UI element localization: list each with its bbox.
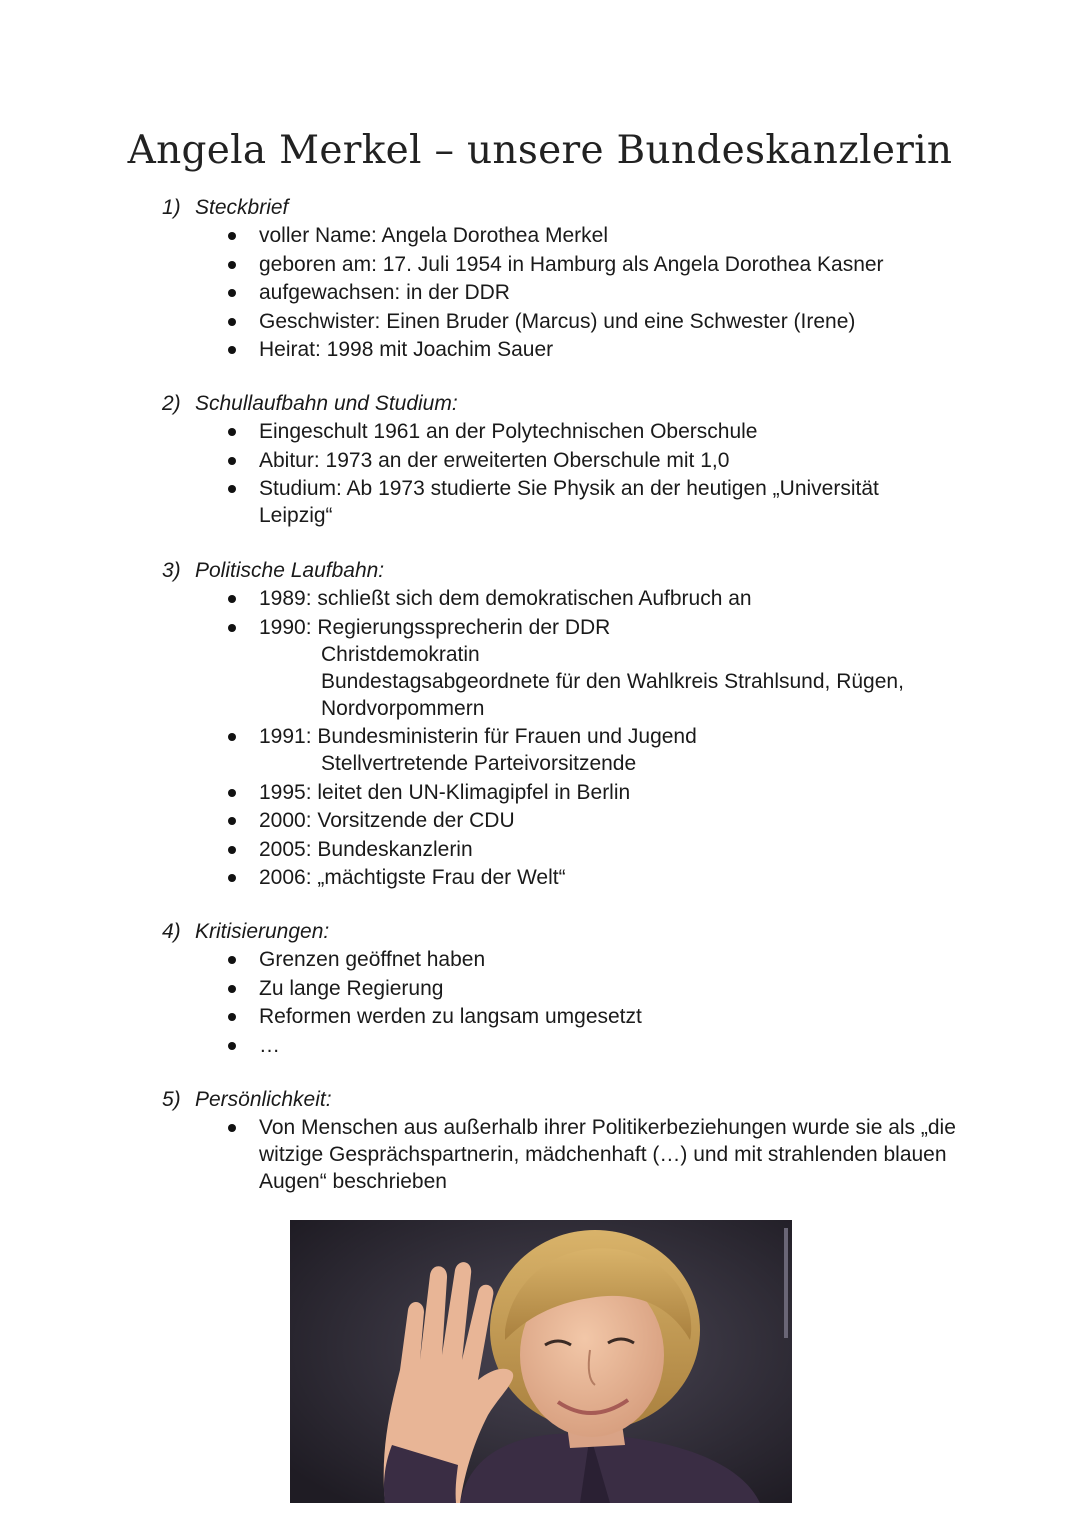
section-heading bbox=[162, 389, 962, 418]
list-item bbox=[162, 585, 962, 612]
portrait-photo bbox=[290, 1220, 792, 1503]
list-item: Von Menschen aus außerhalb ihrer Politikerbeziehungen wurde sie als „die witzige Gesprächspartnerin, mädchenhaft (…) und mit strahlenden blauen Augen“ beschrieben bbox=[162, 1114, 959, 1195]
item-subline: Christdemokratin bbox=[321, 642, 480, 666]
list-item: Heirat: 1998 mit Joachim Sauer bbox=[162, 336, 962, 363]
section-title: Politische Laufbahn: bbox=[195, 559, 385, 582]
list-item: voller Name: Angela Dorothea Merkel bbox=[162, 222, 962, 249]
section-heading bbox=[162, 1085, 962, 1114]
bullet-list bbox=[162, 946, 962, 1059]
page-title: Angela Merkel – unsere Bundeskanzlerin bbox=[127, 128, 953, 173]
section-heading bbox=[162, 193, 962, 222]
section-title: Persönlichkeit: bbox=[195, 1088, 332, 1111]
item-text: 1991: Bundesministerin für Frauen und Jugend bbox=[259, 725, 697, 748]
section-title: Kritisierungen: bbox=[195, 920, 330, 943]
item-subline: Stellvertretende Parteivorsitzende bbox=[321, 752, 637, 775]
item-text: 2000: Vorsitzende der CDU bbox=[259, 809, 515, 832]
bullet-list bbox=[162, 1114, 962, 1195]
section-number: 1) bbox=[162, 196, 181, 219]
list-item: Geschwister: Einen Bruder (Marcus) und eine Schwester (Irene) bbox=[162, 308, 962, 335]
portrait-illustration bbox=[290, 1220, 792, 1503]
section-kritisierungen bbox=[162, 917, 962, 1060]
section-persoenlichkeit bbox=[162, 1085, 962, 1197]
item-text: 1990: Regierungssprecherin der DDR bbox=[259, 615, 611, 639]
section-heading bbox=[162, 917, 962, 946]
list-item bbox=[162, 723, 962, 777]
list-item: geboren am: 17. Juli 1954 in Hamburg als Angela Dorothea Kasner bbox=[162, 251, 962, 278]
section-number: 4) bbox=[162, 920, 181, 943]
list-item: Reformen werden zu langsam umgesetzt bbox=[162, 1003, 962, 1030]
section-number: 2) bbox=[162, 392, 181, 415]
list-item: Abitur: 1973 an der erweiterten Oberschule mit 1,0 bbox=[162, 447, 962, 474]
list-item: … bbox=[162, 1032, 962, 1059]
list-item bbox=[162, 779, 962, 806]
item-text: 1989: schließt sich dem demokratischen Aufbruch an bbox=[259, 587, 752, 610]
section-schullaufbahn bbox=[162, 389, 962, 531]
section-steckbrief bbox=[162, 193, 962, 365]
section-heading bbox=[162, 556, 962, 585]
bullet-list bbox=[162, 418, 962, 529]
section-title: Schullaufbahn und Studium: bbox=[195, 392, 458, 415]
bullet-list bbox=[162, 585, 962, 891]
list-item bbox=[162, 864, 962, 891]
list-item: Grenzen geöffnet haben bbox=[162, 946, 962, 973]
item-text: 2006: „mächtigste Frau der Welt“ bbox=[259, 866, 566, 889]
section-number: 5) bbox=[162, 1088, 181, 1111]
list-item: Studium: Ab 1973 studierte Sie Physik an der heutigen „Universität Leipzig“ bbox=[162, 475, 919, 529]
section-politische-laufbahn bbox=[162, 556, 962, 893]
list-item: Zu lange Regierung bbox=[162, 975, 962, 1002]
list-item bbox=[162, 807, 962, 834]
item-text: 2005: Bundeskanzlerin bbox=[259, 837, 473, 861]
list-item bbox=[162, 836, 962, 863]
list-item: aufgewachsen: in der DDR bbox=[162, 279, 962, 306]
item-subline: Bundestagsabgeordnete für den Wahlkreis Strahlsund, Rügen, Nordvorpommern bbox=[321, 669, 904, 720]
bullet-list bbox=[162, 222, 962, 363]
item-text: 1995: leitet den UN-Klimagipfel in Berlin bbox=[259, 780, 631, 804]
list-item bbox=[162, 614, 962, 722]
section-title: Steckbrief bbox=[195, 196, 289, 219]
section-number: 3) bbox=[162, 559, 181, 582]
list-item: Eingeschult 1961 an der Polytechnischen Oberschule bbox=[162, 418, 962, 445]
